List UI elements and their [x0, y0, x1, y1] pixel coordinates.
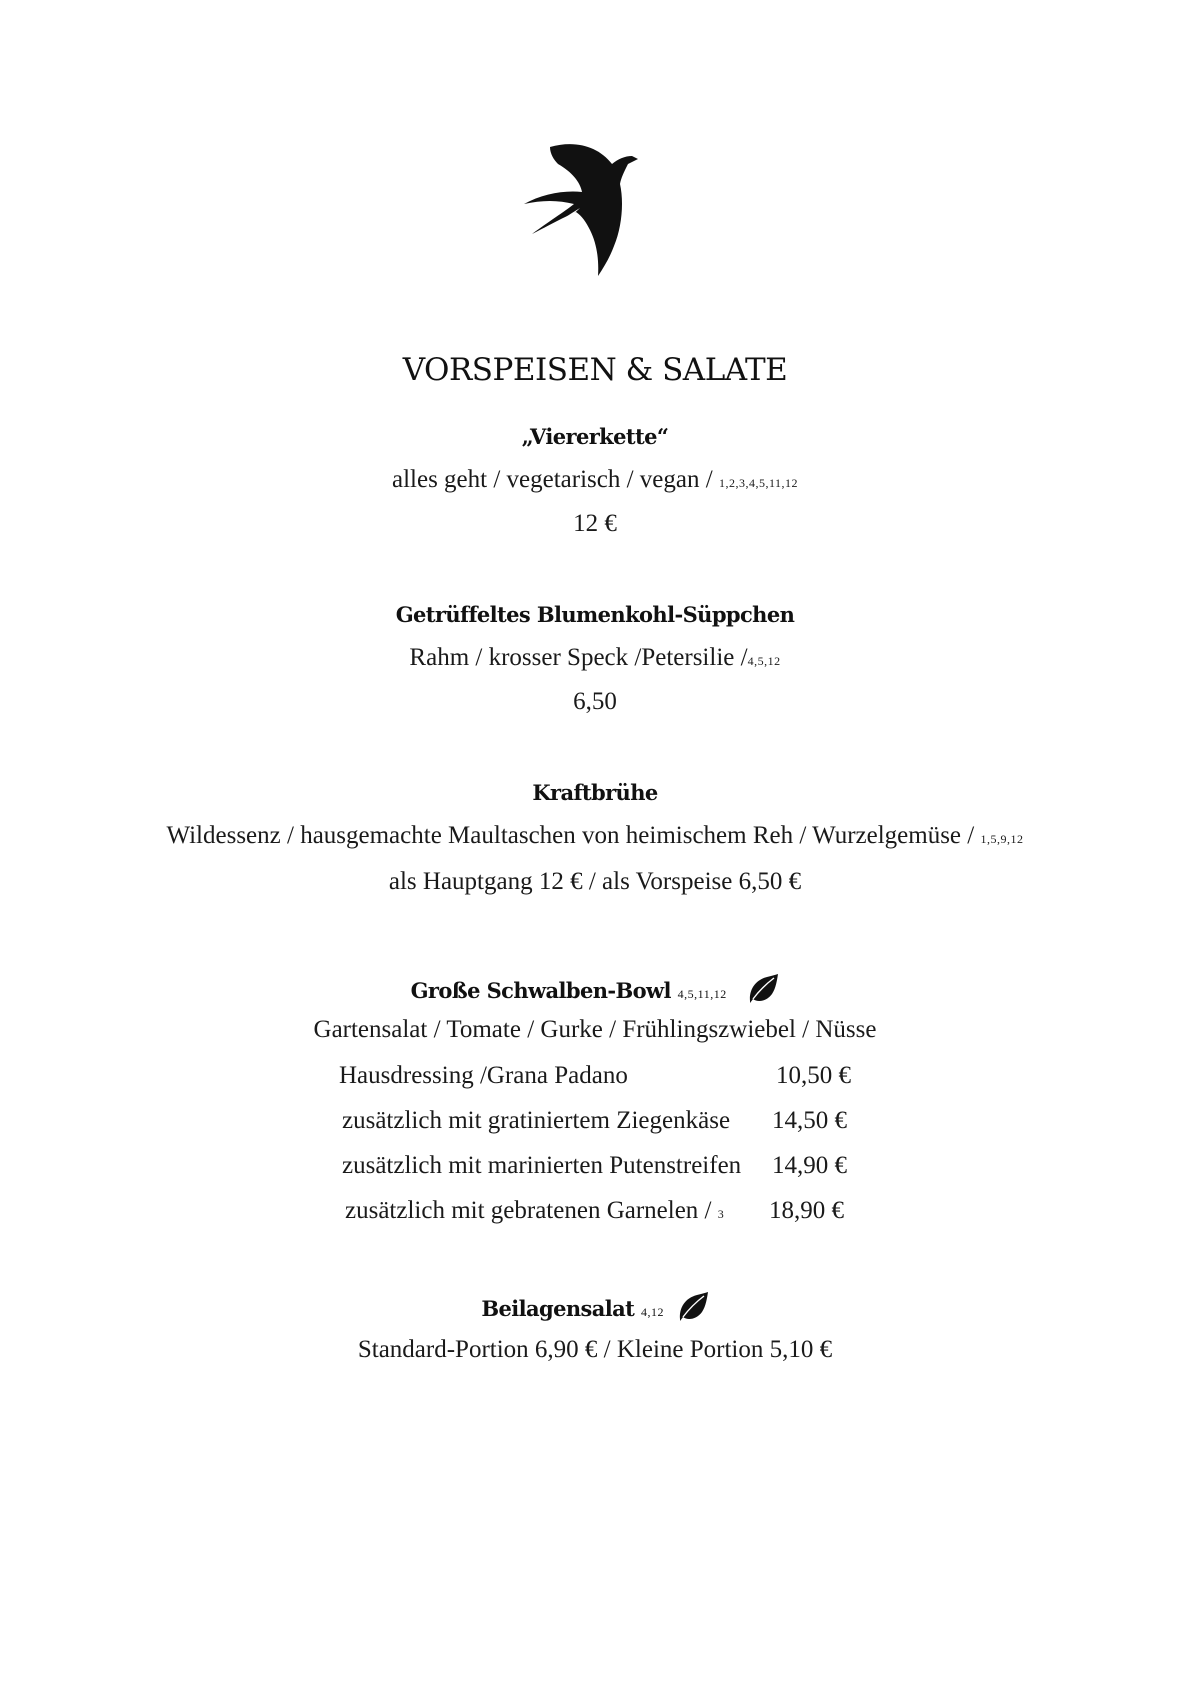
page-title: VORSPEISEN & SALATE: [402, 352, 788, 388]
dish-title-row: [0, 1292, 1190, 1322]
dish-description: Gartensalat / Tomate / Gurke / Frühlingszwiebel / Nüsse: [313, 1016, 877, 1043]
allergen-codes: 3: [717, 1207, 725, 1221]
allergen-codes: 4,5,12: [747, 654, 781, 668]
leaf-icon: [677, 1292, 709, 1322]
option-price: 14,50 €: [772, 1107, 847, 1134]
swallow-logo-icon: [520, 142, 670, 282]
dish-price: 6,50: [573, 688, 617, 715]
dish-title: Kraftbrühe: [532, 780, 658, 805]
allergen-codes: 1,2,3,4,5,11,12: [718, 476, 799, 490]
dish-title: Getrüffeltes Blumenkohl-Süppchen: [395, 602, 795, 627]
description-text: alles geht / vegetarisch / vegan /: [391, 466, 719, 493]
option-label: zusätzlich mit gratiniertem Ziegenkäse: [342, 1107, 731, 1134]
option-label: zusätzlich mit gebratenen Garnelen /: [345, 1197, 718, 1224]
allergen-codes: 1,5,9,12: [980, 832, 1024, 846]
option-price: 14,90 €: [772, 1152, 847, 1179]
leaf-icon: [747, 974, 779, 1004]
dish-description: [0, 466, 1190, 494]
option-price: 18,90 €: [769, 1197, 844, 1224]
option-label: Hausdressing /Grana Padano: [339, 1062, 628, 1089]
option-label-group: [345, 1197, 724, 1225]
dish-price: 12 €: [573, 510, 617, 537]
dish-title: Große Schwalben-Bowl: [410, 978, 671, 1003]
allergen-codes: 4,5,11,12: [677, 987, 727, 1001]
dish-title: „Viererkette“: [521, 424, 669, 449]
description-text: Rahm / krosser Speck /Petersilie /: [409, 644, 748, 671]
dish-description: [0, 644, 1190, 672]
description-text: Wildessenz / hausgemachte Maultaschen von heimischem Reh / Wurzelgemüse /: [166, 822, 981, 849]
dish-description: [0, 822, 1190, 850]
dish-title: Beilagensalat: [481, 1296, 635, 1321]
option-label: zusätzlich mit marinierten Putenstreifen: [342, 1152, 742, 1179]
option-price: 10,50 €: [776, 1062, 851, 1089]
dish-title-row: [0, 974, 1190, 1004]
dish-price: als Hauptgang 12 € / als Vorspeise 6,50 €: [388, 868, 802, 895]
allergen-codes: 4,12: [640, 1305, 664, 1319]
dish-description: Standard-Portion 6,90 € / Kleine Portion 5,10 €: [357, 1336, 833, 1363]
